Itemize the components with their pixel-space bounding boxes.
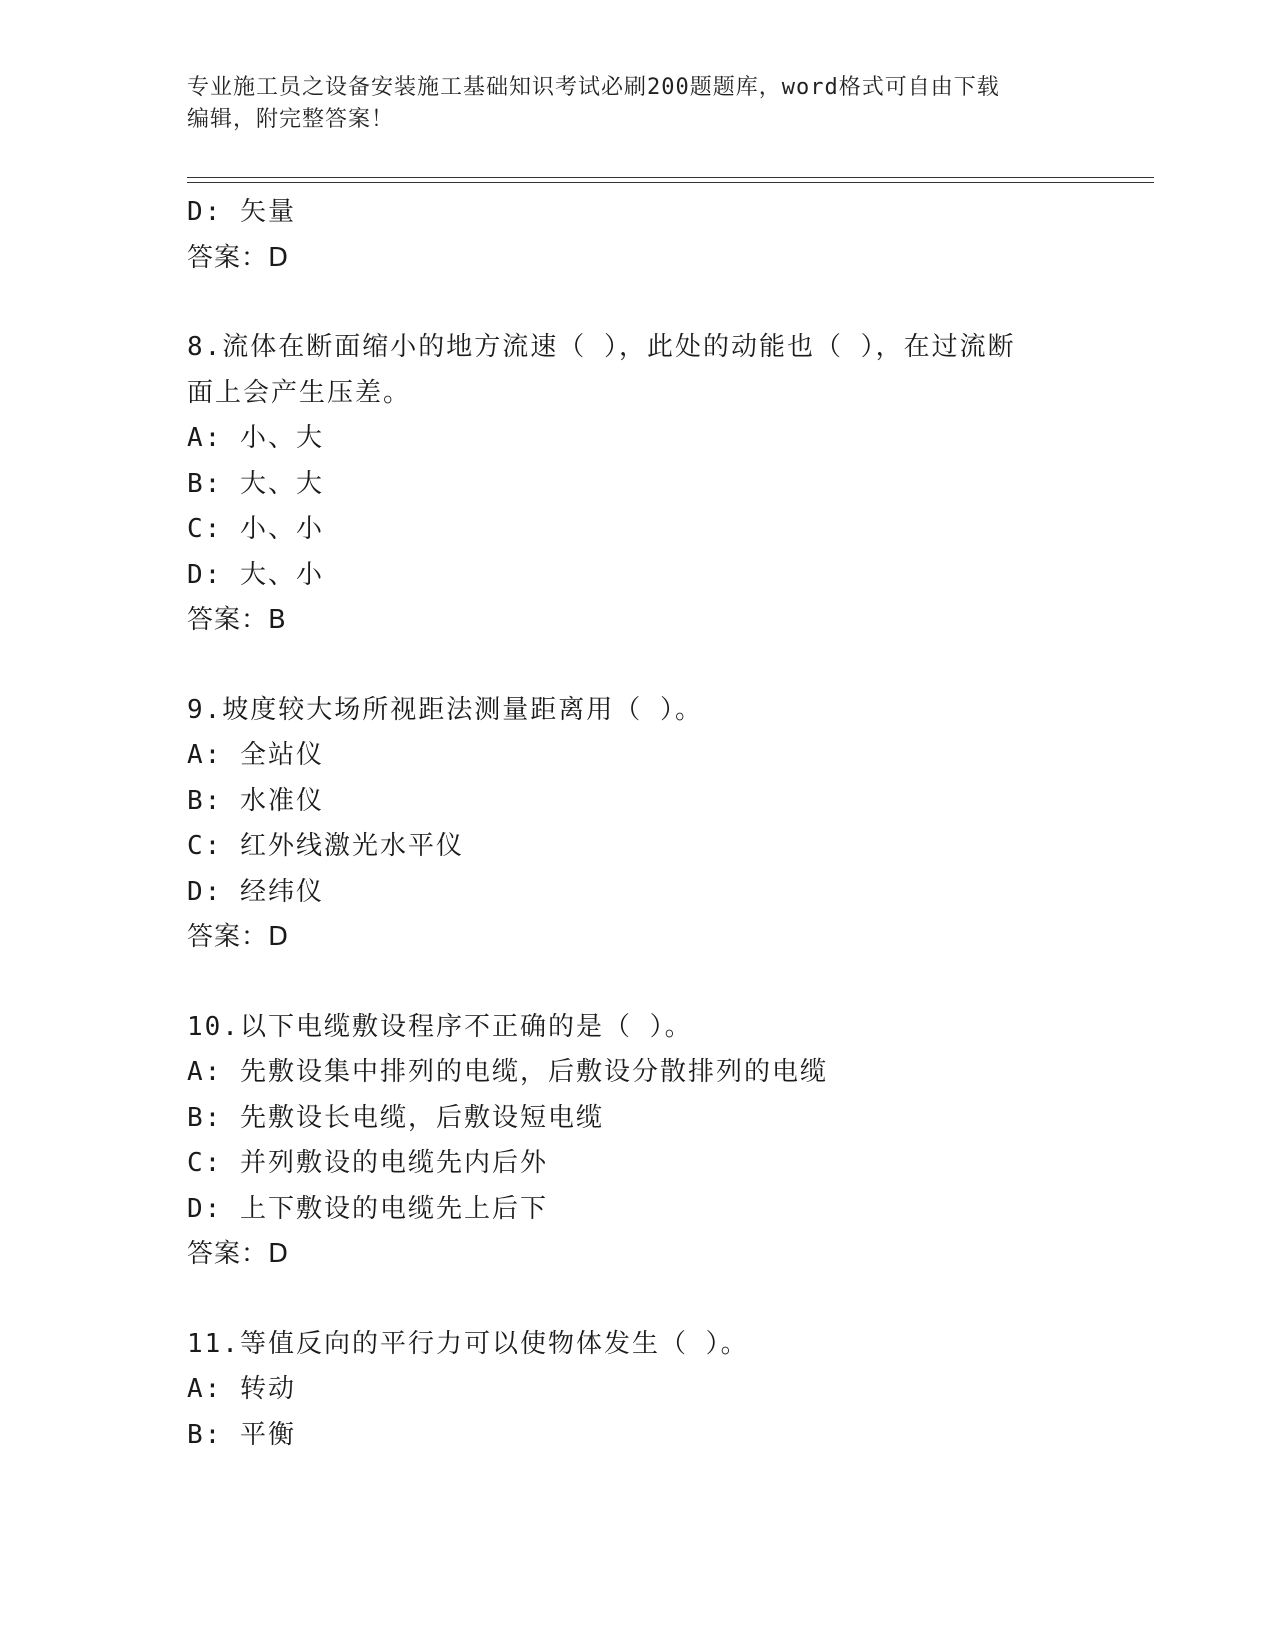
option-b: B: 先敷设长电缆，后敷设短电缆 — [187, 1102, 604, 1133]
question-stem: 10.以下电缆敷设程序不正确的是（ ）。 — [187, 1011, 693, 1042]
answer: 答案：D — [187, 922, 290, 952]
question-9 — [187, 688, 1087, 961]
option-c: C: 并列敷设的电缆先内后外 — [187, 1148, 548, 1178]
question-content — [187, 190, 1087, 1458]
option-b: B: 大、大 — [187, 468, 324, 499]
document-header — [187, 72, 1067, 136]
spacer — [187, 644, 1087, 688]
question-8 — [187, 325, 1087, 644]
spacer — [187, 961, 1087, 1005]
question-stem-line-2: 面上会产生压差。 — [187, 377, 412, 408]
option-b: B: 水准仪 — [187, 785, 324, 816]
prev-question-option-d: D: 矢量 — [187, 197, 296, 227]
spacer — [187, 281, 1087, 325]
header-divider-bottom — [187, 182, 1154, 183]
prev-question-answer: 答案：D — [187, 242, 290, 273]
question-10 — [187, 1005, 1087, 1278]
answer: 答案：D — [187, 1239, 290, 1269]
answer: 答案：B — [187, 605, 287, 635]
question-stem: 11.等值反向的平行力可以使物体发生（ ）。 — [187, 1328, 749, 1359]
question-stem: 9.坡度较大场所视距法测量距离用（ ）。 — [187, 694, 703, 725]
header-divider-top — [187, 177, 1154, 178]
option-a: A: 转动 — [187, 1374, 296, 1404]
option-a: A: 先敷设集中排列的电缆，后敷设分散排列的电缆 — [187, 1057, 828, 1087]
option-b: B: 平衡 — [187, 1419, 296, 1450]
question-stem-line-1: 8.流体在断面缩小的地方流速（ ），此处的动能也（ ），在过流断 — [187, 332, 1016, 362]
header-title-line-1: 专业施工员之设备安装施工基础知识考试必刷200题题库，word格式可自由下载 — [187, 75, 1000, 100]
header-title-line-2: 编辑，附完整答案！ — [187, 107, 395, 132]
option-a: A: 小、大 — [187, 423, 324, 453]
option-c: C: 小、小 — [187, 514, 324, 544]
option-a: A: 全站仪 — [187, 740, 324, 770]
option-d: D: 经纬仪 — [187, 876, 324, 907]
option-c: C: 红外线激光水平仪 — [187, 831, 464, 861]
option-d: D: 大、小 — [187, 559, 324, 590]
question-11 — [187, 1322, 1087, 1459]
option-d: D: 上下敷设的电缆先上后下 — [187, 1193, 548, 1224]
spacer — [187, 1278, 1087, 1322]
